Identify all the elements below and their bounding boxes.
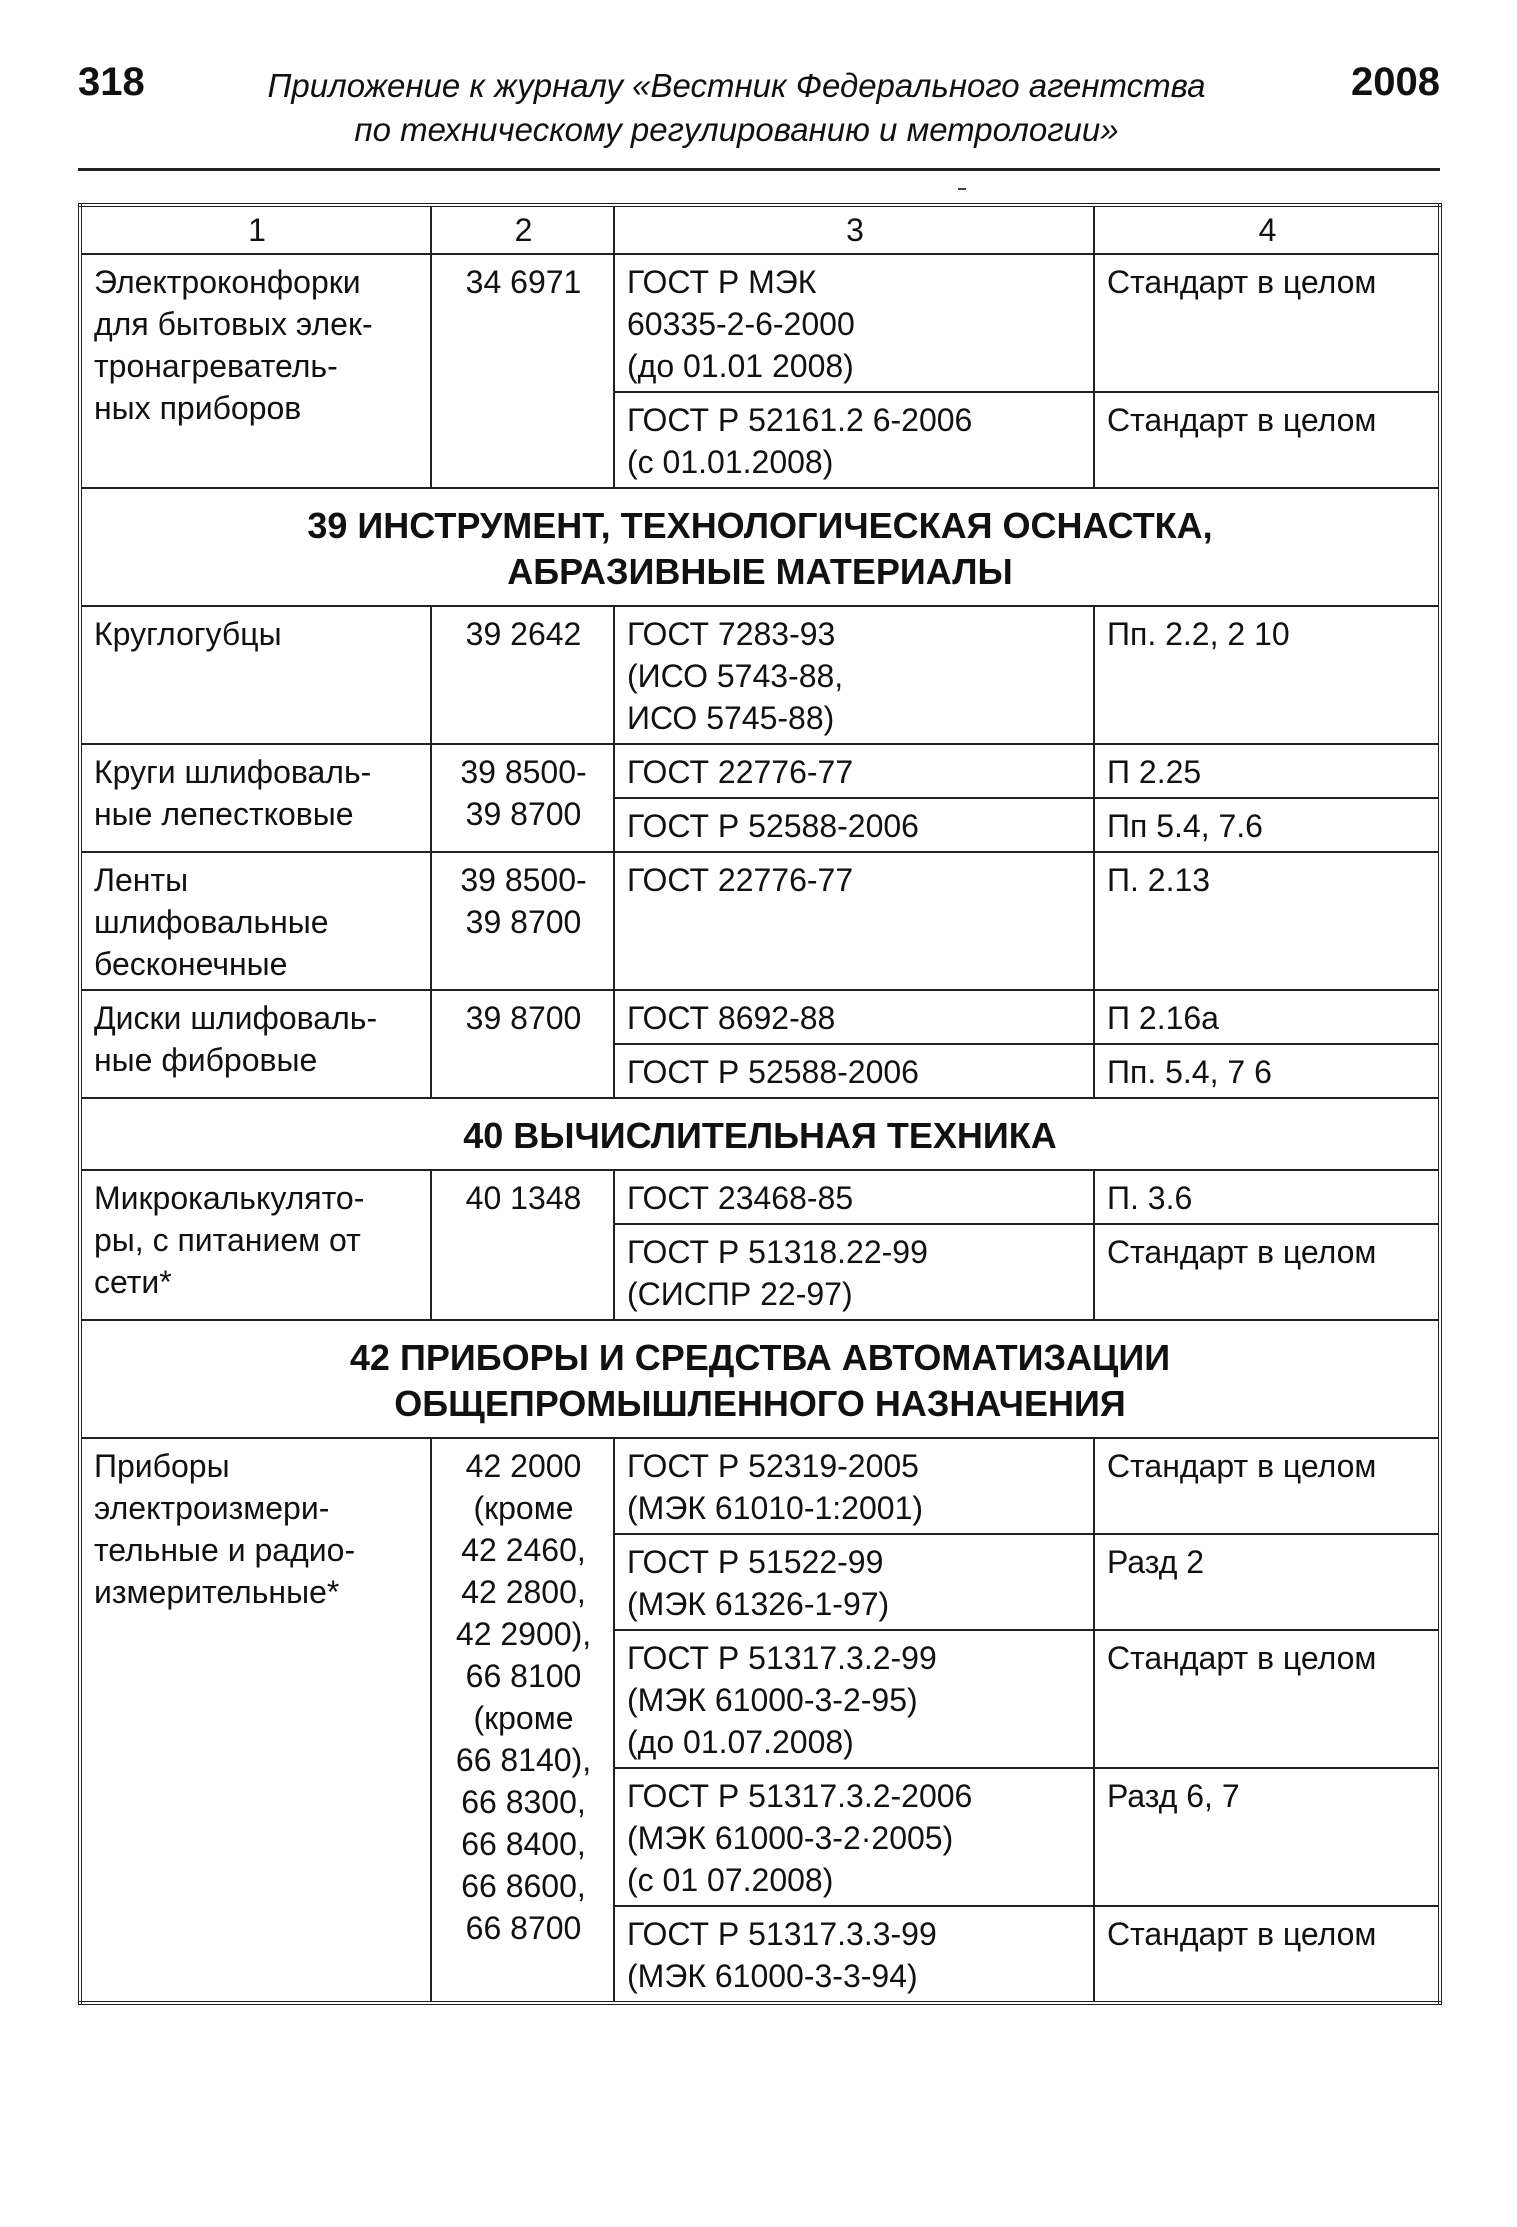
clause-cell: Стандарт в целом	[1094, 1224, 1440, 1320]
table-row	[80, 744, 1440, 798]
product-cell	[80, 852, 431, 990]
column-number: 3	[614, 205, 1094, 254]
print-speck	[958, 188, 966, 190]
section-heading-line: 42 ПРИБОРЫ И СРЕДСТВА АВТОМАТИЗАЦИИ	[349, 1337, 1171, 1378]
section-heading-line: ОБЩЕПРОМЫШЛЕННОГО НАЗНАЧЕНИЯ	[394, 1383, 1126, 1424]
product-line: ные лепестковые	[94, 796, 354, 832]
standard-line: (МЭК 61000-3-3-94)	[627, 1958, 918, 1994]
product-line: для бытовых элек-	[94, 306, 373, 342]
journal-title-line: по техническому регулированию и метрологии»	[354, 111, 1119, 148]
standard-cell	[614, 1906, 1094, 2003]
code-cell	[431, 1438, 614, 2003]
clause-cell: Разд 6, 7	[1094, 1768, 1440, 1906]
page-number: 318	[78, 60, 145, 104]
code-line: 42 2800,	[461, 1574, 586, 1610]
standard-line: ИСО 5745-88)	[627, 700, 835, 736]
standard-line: (ИСО 5743-88,	[627, 658, 844, 694]
column-number: 2	[431, 205, 614, 254]
product-cell	[80, 606, 431, 744]
product-cell	[80, 990, 431, 1098]
section-heading	[80, 1320, 1440, 1438]
section-heading-line: 39 ИНСТРУМЕНТ, ТЕХНОЛОГИЧЕСКАЯ ОСНАСТКА,	[307, 505, 1213, 546]
standard-line: (с 01 07.2008)	[627, 1862, 834, 1898]
code-line: 39 8500-	[460, 754, 587, 790]
standard-cell: ГОСТ 8692-88	[614, 990, 1094, 1044]
standard-line: (МЭК 61000-3-2·2005)	[627, 1820, 954, 1856]
code-line: 39 8700	[465, 796, 582, 832]
clause-cell: Пп. 5.4, 7 6	[1094, 1044, 1440, 1098]
standard-line: (СИСПР 22-97)	[627, 1276, 853, 1312]
product-cell	[80, 1170, 431, 1320]
standard-line: (до 01.01 2008)	[627, 348, 854, 384]
standard-cell: ГОСТ 22776-77	[614, 744, 1094, 798]
standard-line: ГОСТ 23468-85	[627, 1180, 854, 1216]
standard-cell	[614, 1534, 1094, 1630]
code-line: 66 8700	[465, 1910, 582, 1946]
product-line: Микрокалькулято-	[94, 1180, 365, 1216]
table-row	[80, 1438, 1440, 1534]
product-cell	[80, 1438, 431, 2003]
clause-cell: Стандарт в целом	[1094, 392, 1440, 488]
code-cell: 40 1348	[431, 1170, 614, 1320]
column-number: 4	[1094, 205, 1440, 254]
product-line: Круглогубцы	[94, 616, 282, 652]
standard-line: (с 01.01.2008)	[627, 444, 834, 480]
product-line: измерительные*	[94, 1574, 340, 1610]
standard-line: ГОСТ Р 51318.22-99	[627, 1234, 928, 1270]
standard-line: ГОСТ Р 52161.2 6-2006	[627, 402, 973, 438]
product-cell	[80, 254, 431, 488]
standard-line: (МЭК 61000-3-2-95)	[627, 1682, 918, 1718]
code-line: 42 2900),	[455, 1616, 592, 1652]
standard-cell	[614, 392, 1094, 488]
year: 2008	[1351, 60, 1440, 104]
product-line: Диски шлифоваль-	[94, 1000, 378, 1036]
standard-cell	[614, 1170, 1094, 1224]
standard-line: ГОСТ Р 51317.3.2-2006	[627, 1778, 973, 1814]
standard-cell: ГОСТ 22776-77	[614, 852, 1094, 990]
code-line: 66 8100	[465, 1658, 582, 1694]
standard-line: (до 01.07.2008)	[627, 1724, 854, 1760]
product-cell	[80, 744, 431, 852]
standard-cell	[614, 254, 1094, 392]
product-line: сети*	[94, 1264, 172, 1300]
section-row	[80, 1098, 1440, 1170]
code-cell: 39 8700	[431, 990, 614, 1098]
product-line: тельные и радио-	[94, 1532, 356, 1568]
code-line: 39 8500-	[460, 862, 587, 898]
product-line: бесконечные	[94, 946, 288, 982]
standards-table	[78, 203, 1442, 2005]
product-line: ры, с питанием от	[94, 1222, 361, 1258]
code-cell: 34 6971	[431, 254, 614, 488]
column-numbers-row	[80, 205, 1440, 254]
standard-cell	[614, 1224, 1094, 1320]
standard-cell	[614, 1768, 1094, 1906]
section-row	[80, 488, 1440, 606]
clause-cell: Стандарт в целом	[1094, 254, 1440, 392]
clause-cell: Пп 5.4, 7.6	[1094, 798, 1440, 852]
section-heading-line: АБРАЗИВНЫЕ МАТЕРИАЛЫ	[507, 551, 1013, 592]
table-row	[80, 606, 1440, 744]
product-line: ных приборов	[94, 390, 302, 426]
table-row	[80, 1170, 1440, 1224]
code-line: 66 8600,	[461, 1868, 586, 1904]
page-header	[78, 58, 1440, 168]
clause-cell: П. 2.13	[1094, 852, 1440, 990]
table-row	[80, 254, 1440, 392]
clause-cell: Стандарт в целом	[1094, 1630, 1440, 1768]
clause-cell: Разд 2	[1094, 1534, 1440, 1630]
product-line: электроизмери-	[94, 1490, 330, 1526]
code-cell	[431, 852, 614, 990]
code-cell: 39 2642	[431, 606, 614, 744]
standard-cell: ГОСТ Р 52588-2006	[614, 1044, 1094, 1098]
code-line: 39 8700	[465, 904, 582, 940]
clause-cell: Стандарт в целом	[1094, 1438, 1440, 1534]
code-line: 42 2000	[465, 1448, 582, 1484]
standard-line: ГОСТ Р 51317.3.3-99	[627, 1916, 937, 1952]
standard-cell	[614, 1438, 1094, 1534]
clause-cell: П 2.25	[1094, 744, 1440, 798]
standard-line: (МЭК 61326-1-97)	[627, 1586, 890, 1622]
standard-line: ГОСТ Р 52319-2005	[627, 1448, 919, 1484]
standard-cell	[614, 606, 1094, 744]
journal-title	[173, 64, 1300, 152]
journal-title-line: Приложение к журналу «Вестник Федерального агентства	[267, 67, 1206, 104]
product-line: Круги шлифоваль-	[94, 754, 372, 790]
section-heading-line: 40 ВЫЧИСЛИТЕЛЬНАЯ ТЕХНИКА	[463, 1115, 1057, 1156]
product-line: тронагреватель-	[94, 348, 338, 384]
standard-cell: ГОСТ Р 52588-2006	[614, 798, 1094, 852]
code-line: 66 8140),	[455, 1742, 592, 1778]
product-line: Приборы	[94, 1448, 230, 1484]
product-line: Ленты	[94, 862, 189, 898]
code-line: (кроме	[473, 1490, 574, 1526]
standard-line: ГОСТ 7283-93	[627, 616, 836, 652]
standard-line: ГОСТ Р МЭК	[627, 264, 817, 300]
standard-line: (МЭК 61010-1:2001)	[627, 1490, 924, 1526]
code-cell	[431, 744, 614, 852]
code-line: 42 2460,	[461, 1532, 586, 1568]
standard-cell	[614, 1630, 1094, 1768]
standard-line: ГОСТ Р 51317.3.2-99	[627, 1640, 937, 1676]
standard-line: ГОСТ Р 51522-99	[627, 1544, 884, 1580]
code-line: 66 8300,	[461, 1784, 586, 1820]
product-line: Электроконфорки	[94, 264, 361, 300]
code-line: (кроме	[473, 1700, 574, 1736]
clause-cell: Пп. 2.2, 2 10	[1094, 606, 1440, 744]
product-line: шлифовальные	[94, 904, 329, 940]
clause-cell: П. 3.6	[1094, 1170, 1440, 1224]
column-number: 1	[80, 205, 431, 254]
table-row	[80, 990, 1440, 1044]
code-line: 66 8400,	[461, 1826, 586, 1862]
table-row	[80, 852, 1440, 990]
section-heading	[80, 1098, 1440, 1170]
section-row	[80, 1320, 1440, 1438]
product-line: ные фибровые	[94, 1042, 318, 1078]
standard-line: 60335-2-6-2000	[627, 306, 855, 342]
header-rule	[78, 168, 1440, 171]
clause-cell: П 2.16а	[1094, 990, 1440, 1044]
clause-cell: Стандарт в целом	[1094, 1906, 1440, 2003]
section-heading	[80, 488, 1440, 606]
